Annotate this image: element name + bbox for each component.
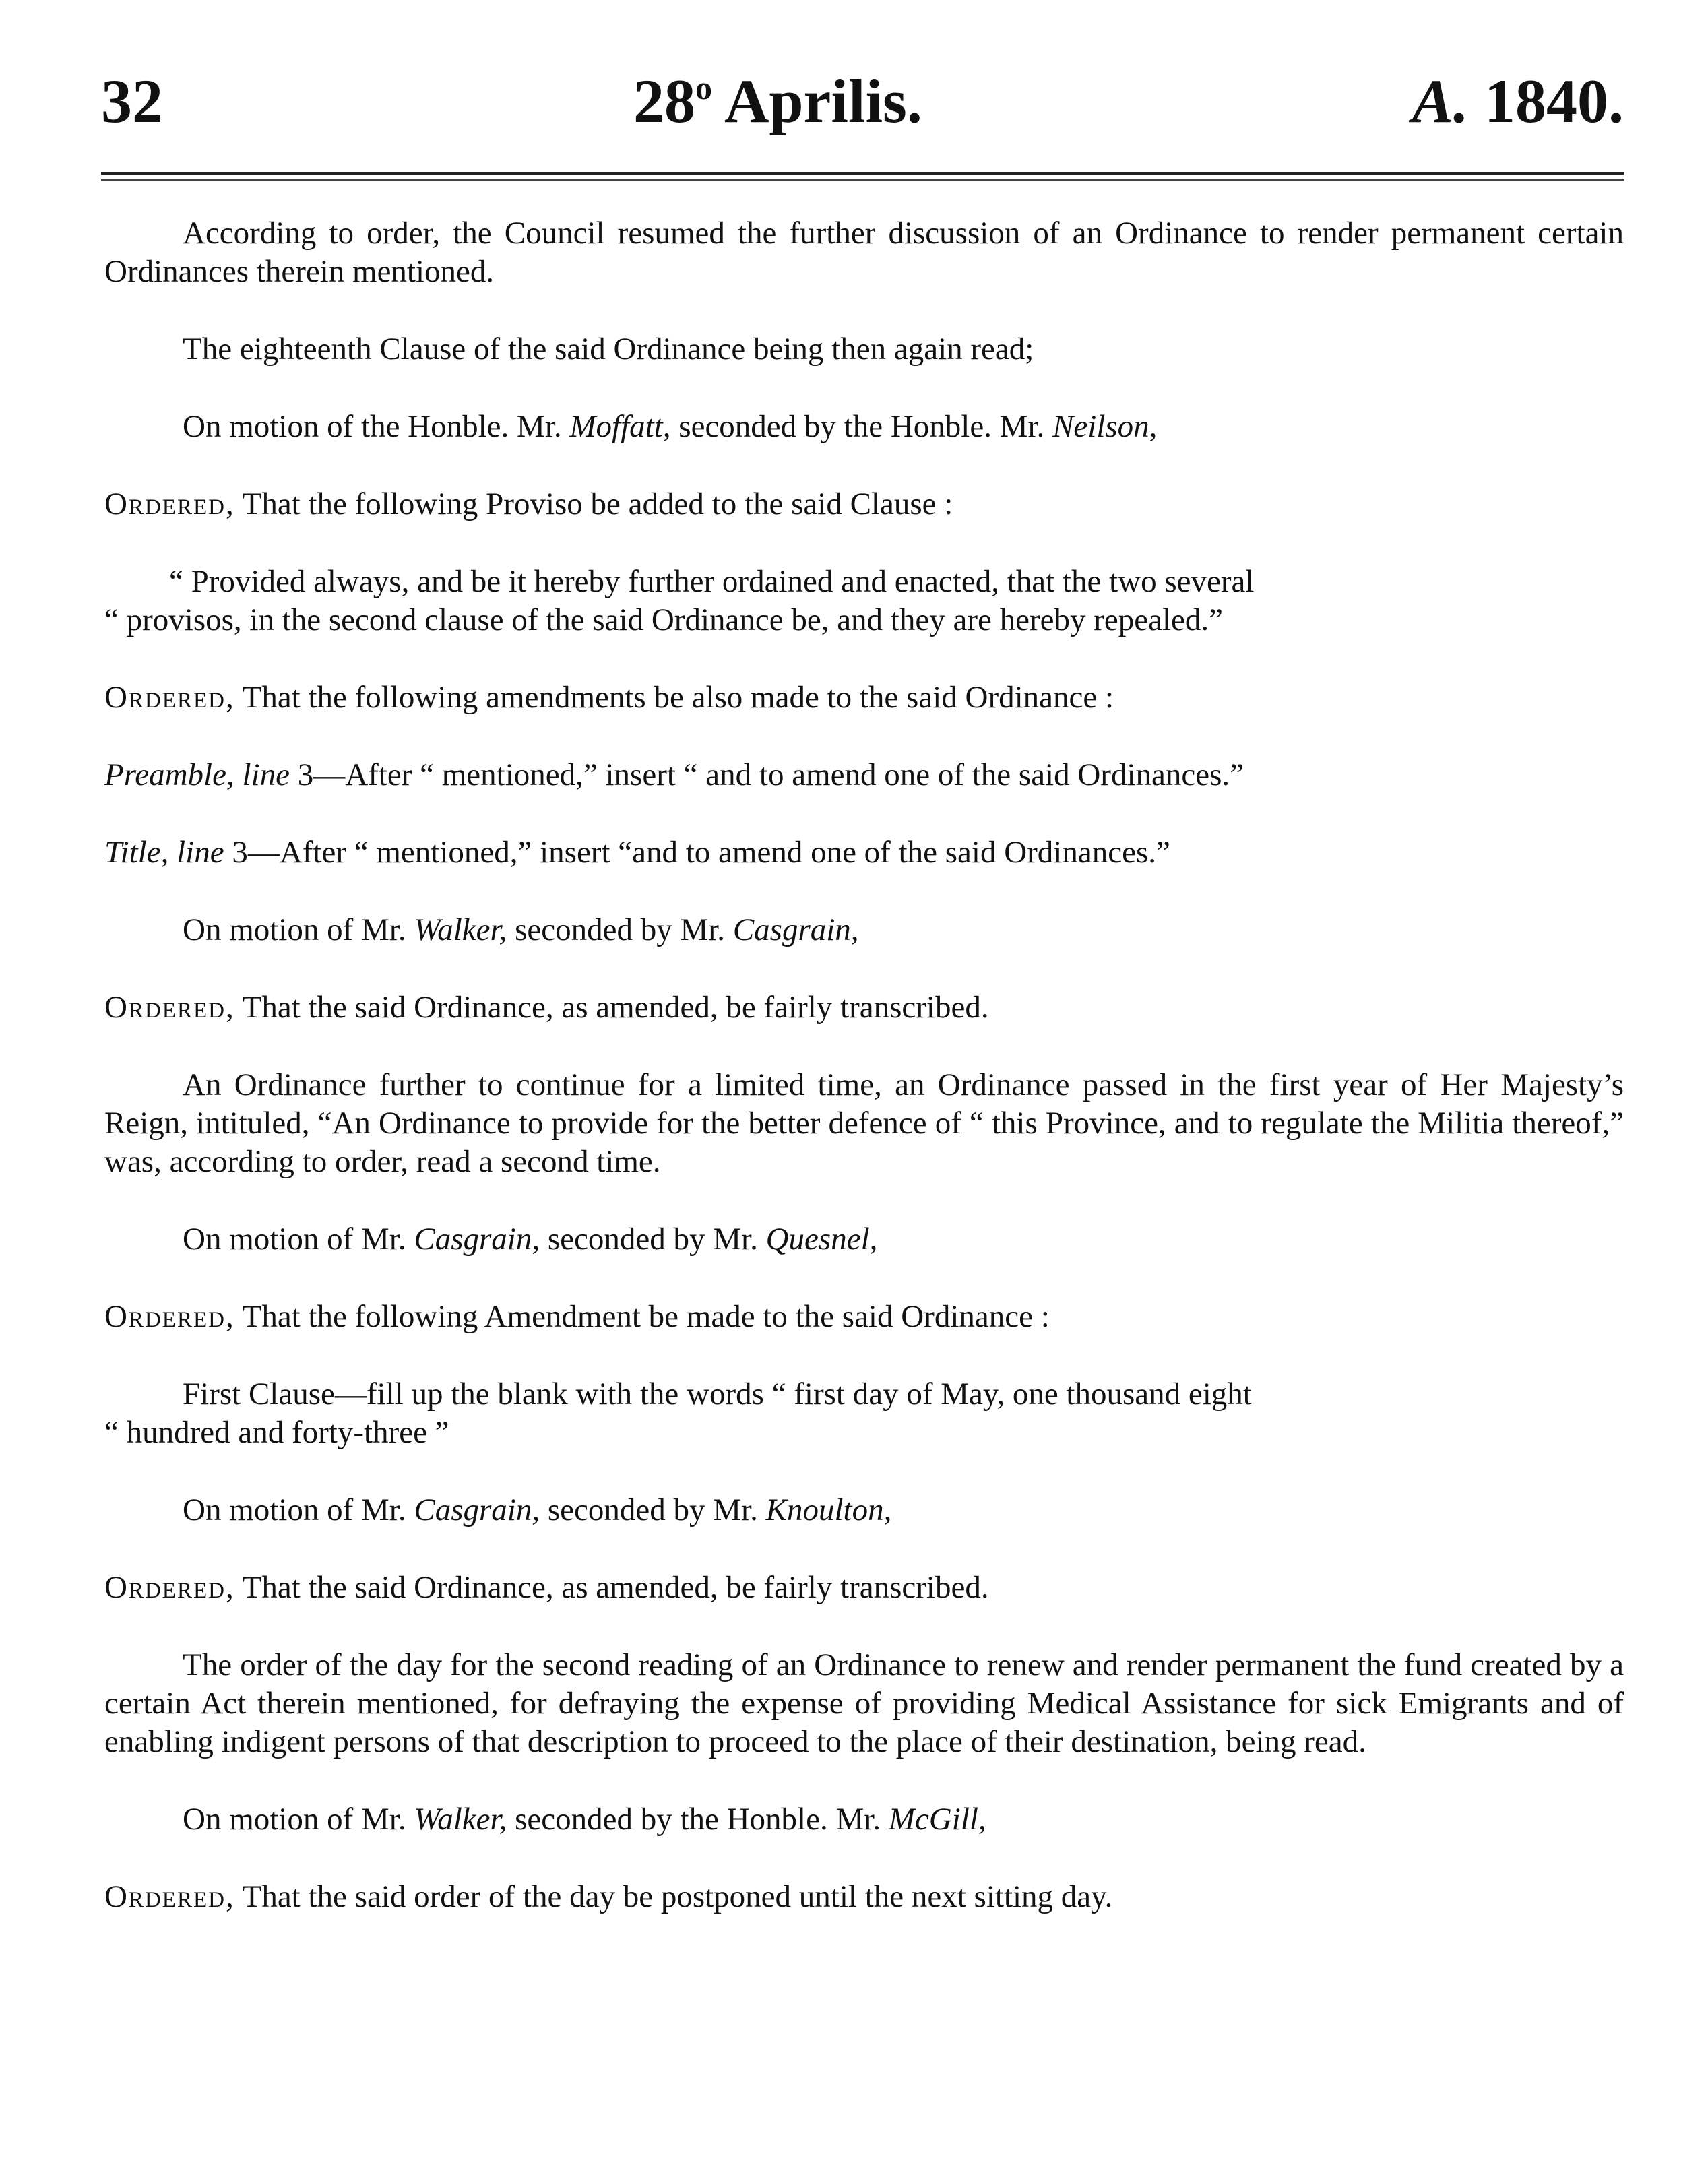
paragraph-3: [104, 408, 1624, 446]
text-run: On motion of the Honble. Mr.: [183, 409, 570, 444]
paragraph-5: [104, 563, 1624, 639]
header-date: [633, 64, 922, 138]
paragraph-7: [104, 756, 1624, 794]
paragraph-10: [104, 988, 1624, 1027]
text-run: On motion of Mr.: [183, 1222, 414, 1257]
text-run: seconded by the Honble. Mr.: [507, 1802, 889, 1837]
paragraph-4: [104, 485, 1624, 524]
paragraph-1: According to order, the Council resumed the further discussion of an Ordinance to render permanent certain Ordinances therein mentioned.: [104, 216, 1624, 289]
header-date-month: Aprilis.: [724, 67, 922, 135]
member-name: Neilson,: [1052, 409, 1158, 444]
paragraph-18: [104, 1800, 1624, 1839]
text-run: seconded by the Honble. Mr.: [670, 409, 1053, 444]
text-run: seconded by Mr.: [540, 1222, 766, 1257]
member-name: Walker,: [414, 1802, 507, 1837]
amendment-label: Preamble, line: [104, 757, 290, 792]
member-name: Walker,: [414, 912, 507, 947]
text-run: That the said order of the day be postponed until the next sitting day.: [234, 1879, 1113, 1914]
paragraph-13: [104, 1298, 1624, 1336]
paragraph-11: An Ordinance further to continue for a limited time, an Ordinance passed in the first year of Her Majesty’s Reign, intituled, “An Ordinance to provide for the better defence of “ this Province, and to regulate the Militia thereof,” was, according to order, read a second time.: [104, 1067, 1624, 1179]
header-rule-thin: [101, 179, 1624, 181]
text-run: seconded by Mr.: [507, 912, 733, 947]
text-run: On motion of Mr.: [183, 1802, 414, 1837]
paragraph-17: The order of the day for the second reading of an Ordinance to renew and render permanent the fund created by a certain Act therein mentioned, for defraying the expense of providing Medical Assistance for sick Emigrants and of enabling indigent persons of that description to proceed to the place of their destination, being read.: [104, 1647, 1624, 1759]
ordered-label: Ordered,: [104, 1299, 235, 1334]
text-run: That the following amendments be also made to the said Ordinance :: [234, 680, 1114, 715]
paragraph-19: [104, 1878, 1624, 1916]
header-year-prefix: A.: [1412, 67, 1469, 135]
text-run: On motion of Mr.: [183, 1492, 414, 1527]
member-name: Casgrain,: [732, 912, 859, 947]
text-run: On motion of Mr.: [183, 912, 414, 947]
paragraph-12: [104, 1220, 1624, 1259]
member-name: Casgrain,: [414, 1492, 540, 1527]
member-name: McGill,: [888, 1802, 986, 1837]
ordered-label: Ordered,: [104, 486, 235, 522]
paragraph-9: [104, 911, 1624, 949]
text-run: That the following Amendment be made to the said Ordinance :: [234, 1299, 1050, 1334]
ordered-label: Ordered,: [104, 680, 235, 715]
document-body: [104, 214, 1624, 1916]
member-name: Knoulton,: [765, 1492, 892, 1527]
member-name: Moffatt,: [569, 409, 671, 444]
header-year-value: 1840.: [1484, 67, 1624, 135]
header-date-superscript: o: [695, 69, 712, 106]
paragraph-6: [104, 678, 1624, 717]
quote-line-2: “ provisos, in the second clause of the said Ordinance be, and they are hereby repealed.”: [104, 602, 1223, 637]
header-date-day: 28: [633, 67, 695, 135]
text-run: —After “ mentioned,” insert “ and to amend one of the said Ordinances.”: [313, 757, 1244, 792]
page-number: 32: [101, 67, 163, 135]
text-run: That the said Ordinance, as amended, be fairly transcribed.: [234, 990, 989, 1025]
header-year: [1412, 64, 1624, 138]
member-name: Quesnel,: [765, 1222, 878, 1257]
header-rule-thick: [101, 172, 1624, 175]
amendment-line-2: “ hundred and forty-three ”: [104, 1415, 449, 1450]
paragraph-15: [104, 1491, 1624, 1529]
quote-line-1: “ Provided always, and be it hereby further ordained and enacted, that the two several: [169, 564, 1255, 599]
text-run: That the following Proviso be added to the said Clause :: [234, 486, 953, 522]
amendment-line-number: 3: [289, 757, 314, 792]
paragraph-16: [104, 1569, 1624, 1607]
amendment-line-1: First Clause—fill up the blank with the words “ first day of May, one thousand eight: [183, 1377, 1252, 1412]
paragraph-2: The eighteenth Clause of the said Ordinance being then again read;: [183, 331, 1034, 367]
amendment-line-number: 3: [224, 835, 248, 870]
ordered-label: Ordered,: [104, 1570, 235, 1605]
text-run: That the said Ordinance, as amended, be fairly transcribed.: [234, 1570, 989, 1605]
ordered-label: Ordered,: [104, 990, 235, 1025]
text-run: seconded by Mr.: [540, 1492, 766, 1527]
paragraph-14: [104, 1375, 1624, 1452]
text-run: —After “ mentioned,” insert “and to amend one of the said Ordinances.”: [247, 835, 1170, 870]
paragraph-8: [104, 833, 1624, 872]
page-header: [101, 64, 1624, 138]
member-name: Casgrain,: [414, 1222, 540, 1257]
amendment-label: Title, line: [104, 835, 224, 870]
ordered-label: Ordered,: [104, 1879, 235, 1914]
